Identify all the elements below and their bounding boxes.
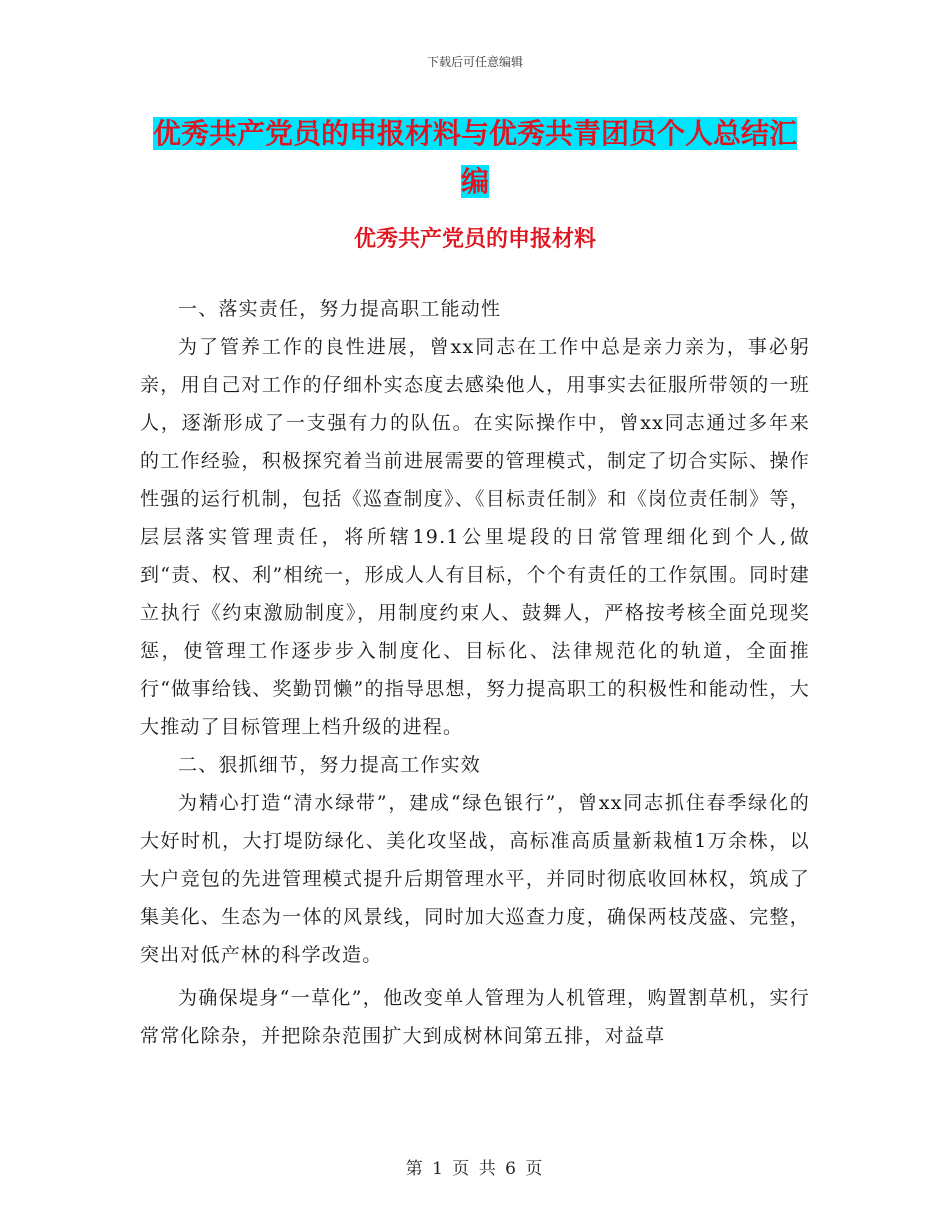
paragraph-2: 为精心打造“清水绿带”，建成“绿色银行”，曾xx同志抓住春季绿化的大好时机，大打堤防绿化、美化攻坚战，高标准高质量新栽植1万余株，以大户竞包的先进管理模式提升后期管理水平，并同时彻底收回林权，筑成了集美化、生态为一体的风景线，同时加大巡查力度，确保两枝茂盛、完整，突出对低产林的科学改造。 [140, 792, 810, 966]
document-title [140, 110, 810, 206]
paragraph-1: 为了管养工作的良性进展，曾xx同志在工作中总是亲力亲为，事必躬亲，用自己对工作的仔细朴实态度去感染他人，用事实去征服所带领的一班人，逐渐形成了一支强有力的队伍。在实际操作中，曾xx同志通过多年来的工作经验，积极探究着当前进展需要的管理模式，制定了切合实际、操作性强的运行机制，包括《巡查制度》、《目标责任制》和《岗位责任制》等，层层落实管理责任，将所辖19.1公里堤段的日常管理细化到个人,做到“责、权、利”相统一，形成人人有目标，个个有责任的工作氛围。同时建立执行《约束激励制度》，用制度约束人、鼓舞人，严格按考核全面兑现奖惩，使管理工作逐步步入制度化、目标化、法律规范化的轨道，全面推行“做事给钱、奖勤罚懒”的指导思想，努力提高职工的积极性和能动性，大大推动了目标管理上档升级的进程。 [140, 336, 810, 738]
heading-1: 一、落实责任，努力提高职工能动性 [178, 298, 502, 320]
paragraph-3: 为确保堤身“一草化”，他改变单人管理为人机管理，购置割草机，实行常常化除杂，并把除杂范围扩大到成树林间第五排，对益草 [140, 987, 810, 1047]
page-number: 第 1 页 共 6 页 [405, 1159, 545, 1179]
document-body [140, 290, 810, 1055]
document-title-text: 优秀共产党员的申报材料与优秀共青团员个人总结汇编 [152, 117, 797, 198]
section-title: 优秀共产党员的申报材料 [353, 226, 596, 252]
page-header-note: 下载后可任意编辑 [426, 55, 523, 69]
heading-2: 二、狠抓细节，努力提高工作实效 [178, 754, 482, 776]
